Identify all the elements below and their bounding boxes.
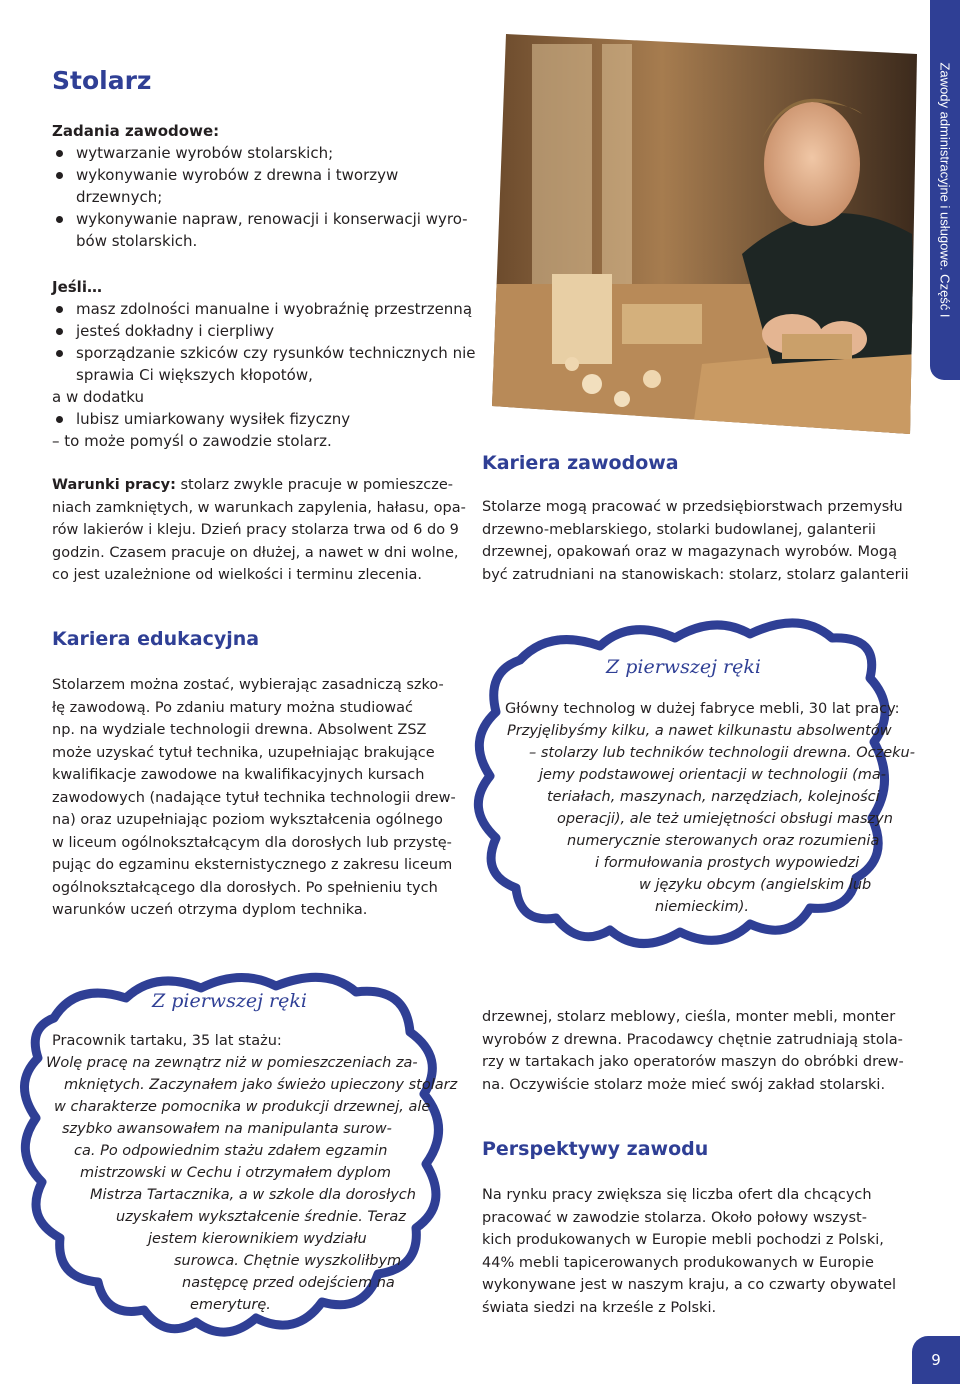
list-item: sporządzanie szkiców czy rysunków technicznych nie bbox=[52, 342, 482, 364]
career-line: rzy w tartakach jako operatorów maszyn do obróbki drew- bbox=[482, 1054, 904, 1070]
career-section bbox=[482, 496, 909, 586]
quote1-line: numerycznie sterowanych oraz rozumienia bbox=[567, 833, 880, 849]
quote1-heading: Z pierwszej ręki bbox=[606, 656, 761, 678]
conditions-section bbox=[52, 474, 472, 587]
page-number: 9 bbox=[912, 1336, 960, 1384]
quote1-intro: Główny technolog w dużej fabryce mebli, 30 lat pracy: bbox=[505, 701, 900, 717]
prospects-line: wykonywane jest w naszym kraju, a co czwarty obywatel bbox=[482, 1277, 897, 1293]
quote1-line: w języku obcym (angielskim lub bbox=[639, 877, 872, 893]
list-item: wykonywanie wyrobów z drewna i tworzyw bbox=[52, 164, 472, 186]
list-item: sprawia Ci większych kłopotów, bbox=[76, 366, 313, 384]
career-line: na. Oczywiście stolarz może mieć swój zakład stolarski. bbox=[482, 1076, 886, 1093]
career-continued bbox=[482, 1006, 902, 1096]
if-conclusion: – to może pomyśl o zawodzie stolarz. bbox=[52, 432, 332, 450]
quote2-line: jestem kierownikiem wydziału bbox=[148, 1231, 367, 1247]
quote-cloud-2 bbox=[6, 968, 458, 1352]
conditions-line: stolarz zwykle pracuje w pomieszcze- bbox=[175, 477, 454, 493]
list-item: bów stolarskich. bbox=[76, 232, 198, 250]
conditions-label: Warunki pracy: bbox=[52, 477, 176, 493]
list-item: masz zdolności manualne i wyobraźnię przestrzenną bbox=[52, 298, 482, 320]
quote1-line: jemy podstawowej orientacji w technologii (ma- bbox=[539, 767, 886, 783]
conditions-line: rów lakierów i kleju. Dzień pracy stolarza trwa od 6 do 9 bbox=[52, 522, 459, 538]
education-line: np. na wydziale technologii drewna. Absolwent ZSZ bbox=[52, 722, 427, 738]
education-line: Stolarzem można zostać, wybierając zasadniczą szko- bbox=[52, 677, 444, 693]
quote2-line: mistrzowski w Cechu i otrzymałem dyplom bbox=[80, 1165, 391, 1181]
list-item: wytwarzanie wyrobów stolarskich; bbox=[52, 142, 472, 164]
quote2-line: mkniętych. Zaczynałem jako świeżo upieczony stolarz bbox=[64, 1077, 458, 1093]
education-line: w liceum ogólnokształcącym dla dorosłych lub przystę- bbox=[52, 834, 452, 851]
quote2-heading: Z pierwszej ręki bbox=[152, 990, 307, 1012]
quote1-line: i formułowania prostych wypowiedzi bbox=[595, 855, 860, 871]
tasks-heading: Zadania zawodowe: bbox=[52, 122, 220, 140]
section-label: Zawody administracyjne i usługowe. Część I bbox=[937, 62, 953, 318]
photo-carpenter bbox=[492, 34, 917, 434]
quote2-line: ca. Po odpowiednim stażu zdałem egzamin bbox=[74, 1143, 388, 1159]
quote2-line: surowca. Chętnie wyszkoliłbym bbox=[174, 1253, 402, 1269]
conditions-line: niach zamkniętych, w warunkach zapylenia, hałasu, opa- bbox=[52, 499, 466, 516]
prospects-line: Na rynku pracy zwiększa się liczba ofert dla chcących bbox=[482, 1187, 872, 1203]
education-line: kwalifikacje zawodowe na kwalifikacyjnych kursach bbox=[52, 767, 425, 783]
career-line: być zatrudniani na stanowiskach: stolarz, stolarz galanterii bbox=[482, 566, 909, 583]
list-item: lubisz umiarkowany wysiłek fizyczny bbox=[52, 408, 482, 430]
education-line: łę zawodową. Po zdaniu matury można studiować bbox=[52, 699, 413, 716]
quote2-line: emeryturę. bbox=[190, 1297, 271, 1313]
quote2-body bbox=[46, 1030, 458, 1316]
quote2-line: Mistrza Tartacznika, a w szkole dla dorosłych bbox=[90, 1187, 416, 1203]
prospects-section bbox=[482, 1184, 902, 1319]
quote1-line: niemieckim). bbox=[655, 899, 750, 915]
if-extra: a w dodatku bbox=[52, 388, 145, 406]
list-item: jesteś dokładny i cierpliwy bbox=[52, 320, 482, 342]
education-heading: Kariera edukacyjna bbox=[52, 628, 260, 650]
career-line: Stolarze mogą pracować w przedsiębiorstwach przemysłu bbox=[482, 499, 903, 515]
education-line: warunków uczeń otrzyma dyplom technika. bbox=[52, 902, 368, 918]
education-line: pując do egzaminu eksternistycznego z zakresu liceum bbox=[52, 857, 453, 873]
quote2-line: Wolę pracę na zewnątrz niż w pomieszczeniach za- bbox=[46, 1055, 418, 1071]
education-line: może uzyskać tytuł technika, uzupełniając brakujące bbox=[52, 744, 435, 761]
page-title: Stolarz bbox=[52, 66, 152, 95]
career-line: drzewnej, opakowań oraz w magazynach wyrobów. Mogą bbox=[482, 544, 897, 560]
conditions-line: godzin. Czasem pracuje on dłużej, a nawet w dni wolne, bbox=[52, 544, 459, 561]
if-heading: Jeśli… bbox=[52, 278, 102, 296]
conditions-line: co jest uzależnione od wielkości i terminu zlecenia. bbox=[52, 567, 423, 583]
list-item: drzewnych; bbox=[76, 188, 163, 206]
if-section bbox=[52, 276, 482, 452]
prospects-line: pracować w zawodzie stolarza. Około połowy wszyst- bbox=[482, 1209, 867, 1226]
quote2-line: szybko awansowałem na manipulanta surow- bbox=[62, 1121, 392, 1137]
list-item: wykonywanie napraw, renowacji i konserwacji wyro- bbox=[52, 208, 472, 230]
section-tab bbox=[930, 0, 960, 380]
career-line: drzewnej, stolarz meblowy, cieśla, monter mebli, monter bbox=[482, 1009, 896, 1025]
education-section bbox=[52, 674, 472, 922]
education-line: zawodowych (nadające tytuł technika technologii drew- bbox=[52, 789, 456, 806]
photo-image bbox=[492, 34, 917, 434]
quote1-body bbox=[505, 698, 915, 918]
quote1-line: – stolarzy lub techników technologii drewna. Oczeku- bbox=[529, 745, 915, 761]
quote2-line: uzyskałem wykształcenie średnie. Teraz bbox=[116, 1209, 406, 1225]
career-line: wyrobów z drewna. Pracodawcy chętnie zatrudniają stola- bbox=[482, 1031, 903, 1048]
quote1-line: operacji), ale też umiejętności obsługi maszyn bbox=[557, 811, 893, 827]
education-line: na) oraz uzupełniając poziom wykształcenia ogólnego bbox=[52, 812, 443, 828]
quote1-line: Przyjęlibyśmy kilku, a nawet kilkunastu absolwentów bbox=[507, 723, 892, 739]
prospects-line: świata siedzi na krześle z Polski. bbox=[482, 1299, 717, 1316]
prospects-heading: Perspektywy zawodu bbox=[482, 1138, 709, 1160]
career-line: drzewno-meblarskiego, stolarki budowlanej, galanterii bbox=[482, 521, 876, 538]
quote2-intro: Pracownik tartaku, 35 lat stażu: bbox=[52, 1033, 282, 1049]
career-heading: Kariera zawodowa bbox=[482, 452, 679, 474]
quote2-line: w charakterze pomocnika w produkcji drzewnej, ale bbox=[54, 1099, 431, 1115]
quote-cloud-1 bbox=[460, 612, 915, 960]
quote2-line: następcę przed odejściem na bbox=[182, 1275, 395, 1291]
prospects-line: kich produkowanych w Europie mebli pochodzi z Polski, bbox=[482, 1232, 884, 1248]
quote1-line: teriałach, maszynach, narzędziach, kolejności bbox=[547, 789, 880, 805]
prospects-line: 44% mebli tapicerowanych produkowanych w Europie bbox=[482, 1254, 874, 1271]
education-line: ogólnokształcącego dla dorosłych. Po spełnieniu tych bbox=[52, 879, 438, 896]
tasks-section bbox=[52, 120, 472, 252]
